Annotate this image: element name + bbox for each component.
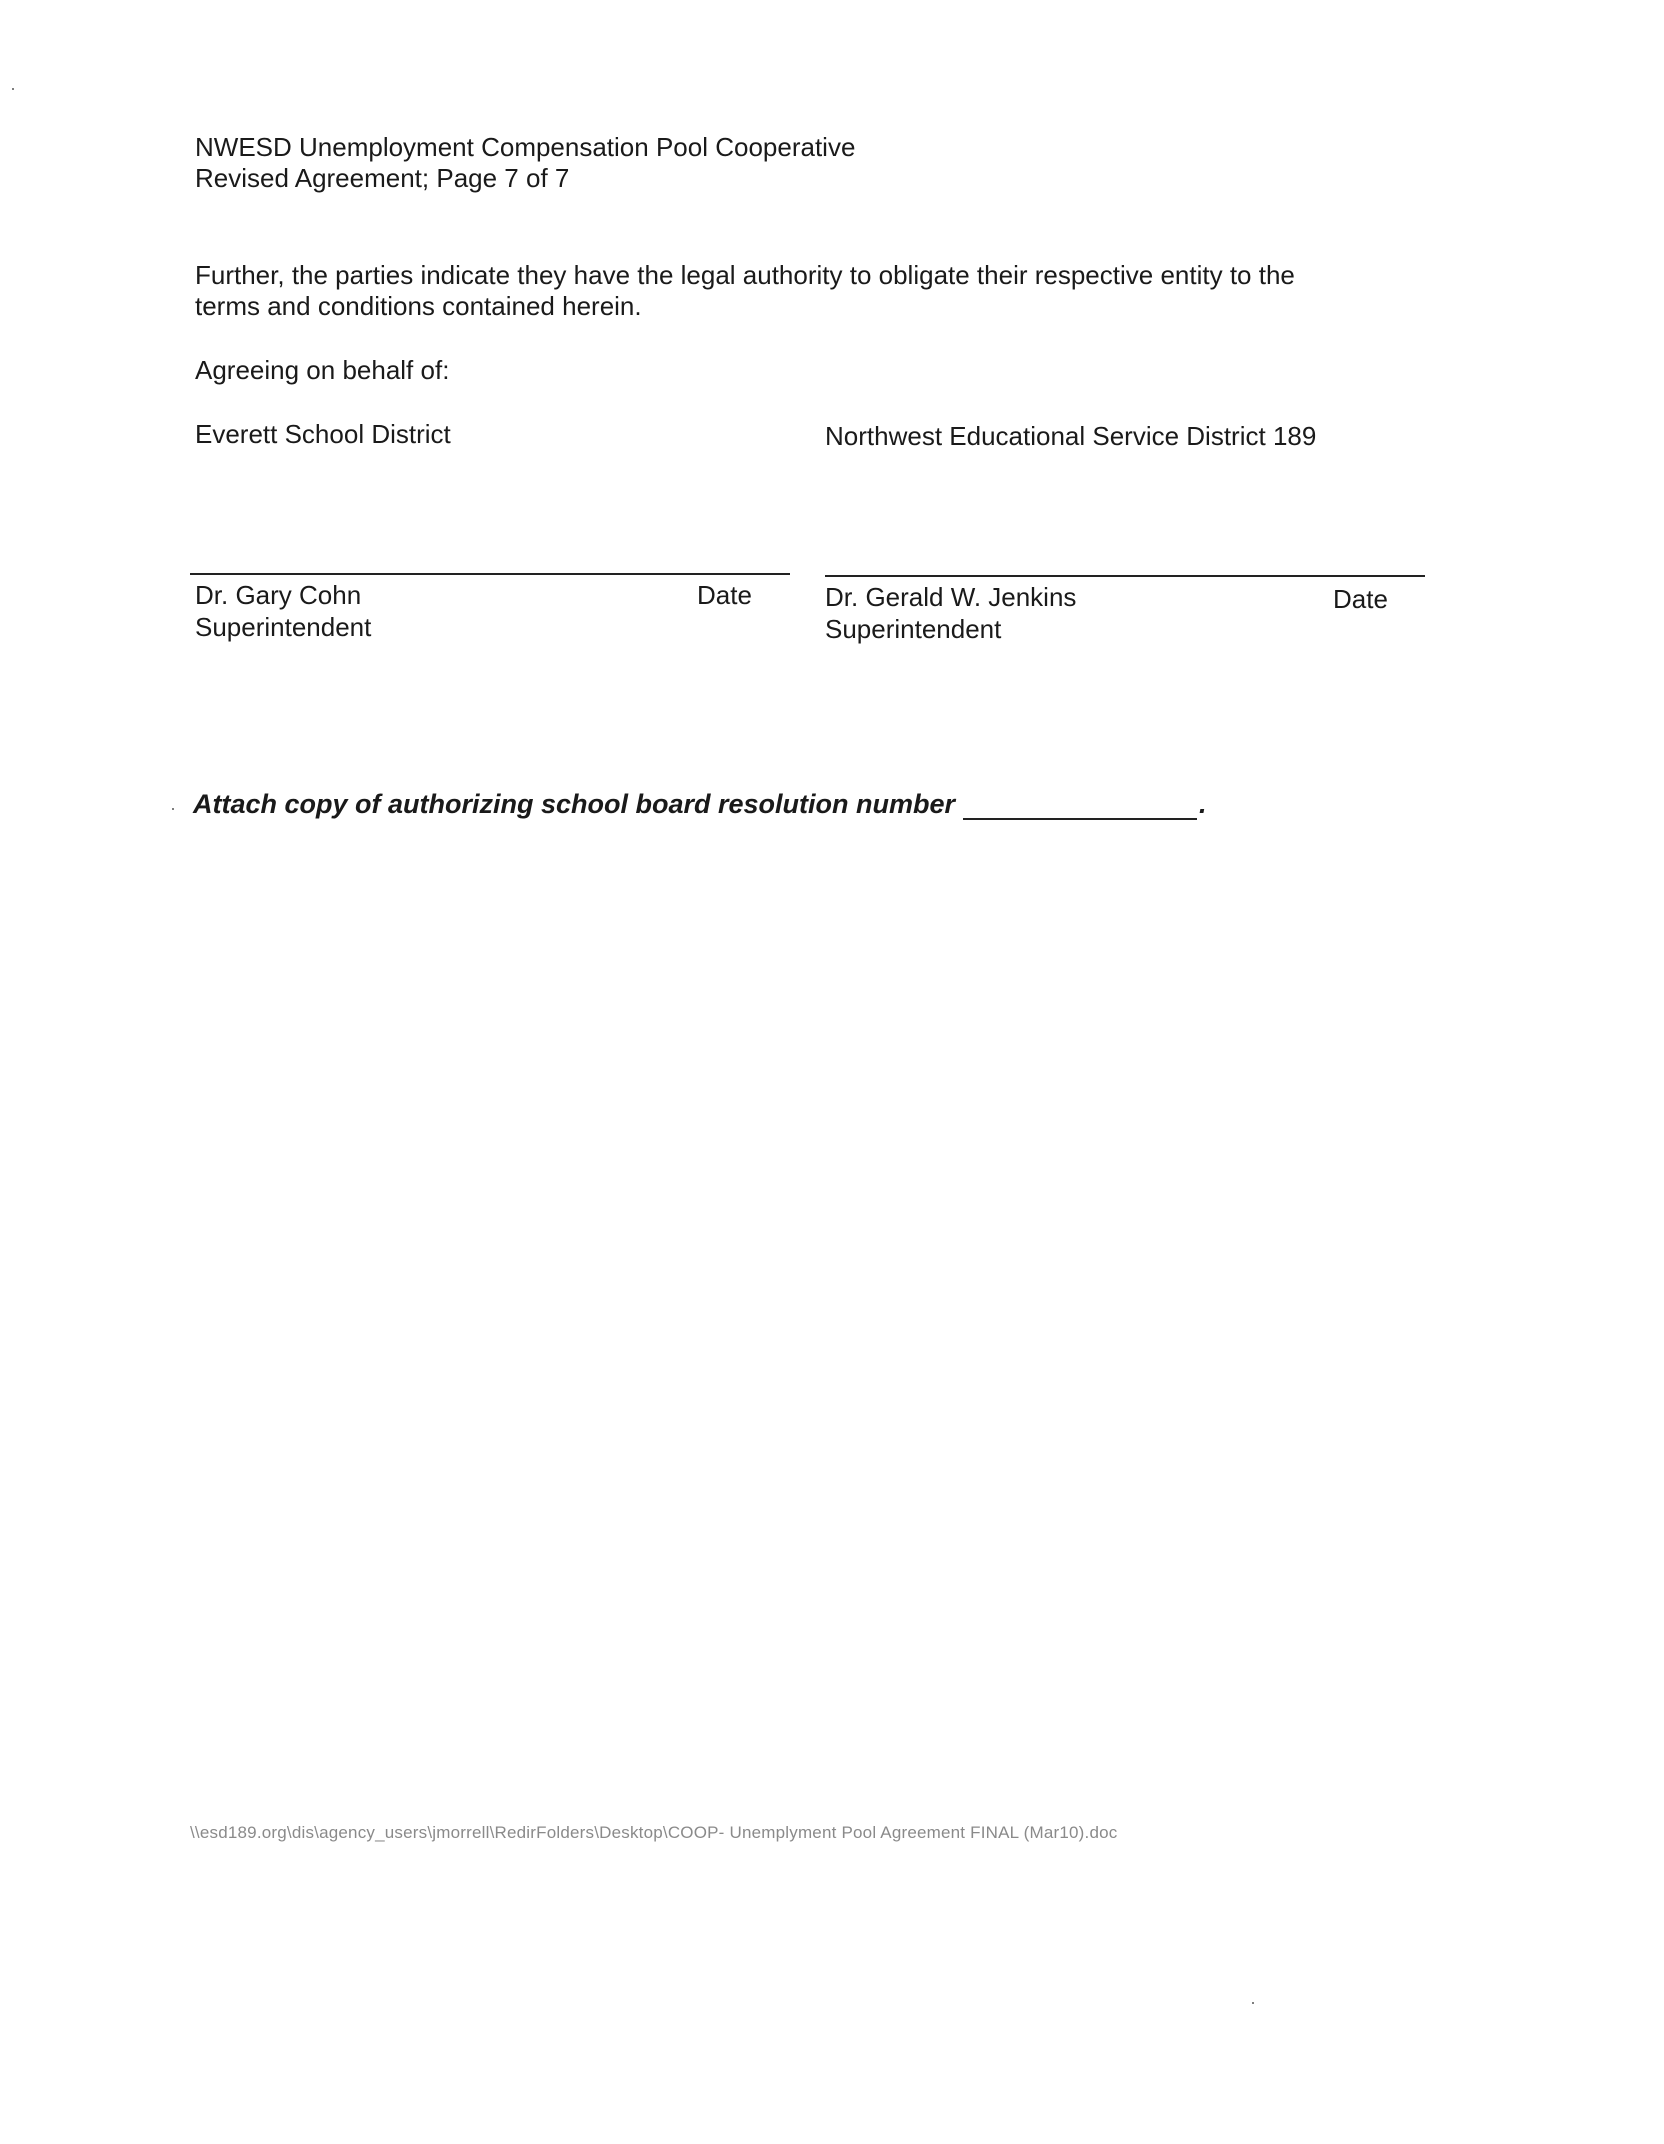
left-signer-name: Dr. Gary Cohn: [195, 580, 362, 610]
attachment-text: Attach copy of authorizing school board resolution number: [193, 789, 956, 819]
left-party-entity: Everett School District: [195, 419, 451, 449]
right-party-entity: Northwest Educational Service District 189: [825, 421, 1317, 451]
header-title: NWESD Unemployment Compensation Pool Cooperative: [195, 132, 856, 162]
scan-speck: [12, 88, 14, 90]
resolution-number-blank[interactable]: [963, 792, 1197, 820]
right-signature-line: [825, 575, 1425, 577]
file-path-footer: \\esd189.org\dis\agency_users\jmorrell\RedirFolders\Desktop\COOP- Unemplyment Pool Agreement FINAL (Mar10).doc: [190, 1823, 1118, 1842]
authority-paragraph: [195, 260, 1415, 322]
agreeing-label: Agreeing on behalf of:: [195, 355, 450, 385]
left-signature-line: [190, 573, 790, 575]
scan-speck: [172, 808, 174, 810]
scan-speck: [1252, 2002, 1254, 2004]
attachment-period: .: [1199, 789, 1207, 819]
header-page-number: Revised Agreement; Page 7 of 7: [195, 163, 570, 193]
right-signer-name: Dr. Gerald W. Jenkins: [825, 582, 1077, 612]
left-date-label: Date: [697, 580, 752, 610]
left-signer-title: Superintendent: [195, 612, 372, 642]
right-signer-title: Superintendent: [825, 614, 1002, 644]
right-date-label: Date: [1333, 584, 1388, 614]
authority-line-1: Further, the parties indicate they have the legal authority to obligate their respective entity to the: [195, 260, 1295, 290]
document-header: [195, 132, 855, 194]
attachment-instruction: [193, 788, 1207, 820]
authority-line-2: terms and conditions contained herein.: [195, 291, 642, 321]
